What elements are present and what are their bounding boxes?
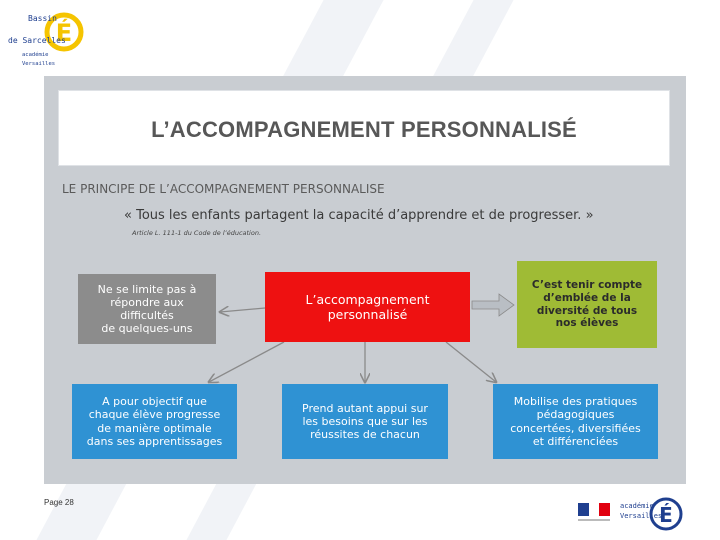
quote-text: « Tous les enfants partagent la capacité d’apprendre et de progresser. »: [124, 208, 594, 223]
french-flag-icon: [578, 503, 610, 516]
logo-line-4: Versailles: [22, 61, 56, 67]
box-bottom-center-line: réussites de chacun: [310, 428, 420, 442]
box-right-line: diversité de tous: [536, 304, 638, 317]
box-bottom-center-line: les besoins que sur les: [302, 414, 428, 428]
ministry-line: [578, 519, 610, 521]
page-number: Page 28: [44, 498, 74, 507]
header-logo: [6, 4, 84, 70]
footer-logo-letter: É: [659, 503, 673, 527]
box-bottom-center: [282, 384, 448, 459]
logo-line-2: de Sarcelles: [8, 36, 66, 45]
slide-panel: [44, 76, 686, 484]
arrow-to-bottom-right: [446, 342, 496, 382]
box-left-line: difficultés: [120, 309, 174, 322]
box-bottom-left-line: de manière optimale: [97, 421, 212, 435]
box-bottom-center-line: Prend autant appui sur: [302, 401, 428, 415]
box-right: [517, 261, 657, 348]
box-bottom-right: [493, 384, 658, 459]
box-center-line: personnalisé: [327, 307, 408, 322]
academie-e-logo-icon: [648, 494, 684, 532]
box-center: [265, 272, 470, 342]
slide-subtitle: LE PRINCIPE DE L’ACCOMPAGNEMENT PERSONNALISE: [62, 182, 385, 196]
box-bottom-left-line: chaque élève progresse: [88, 408, 221, 422]
footer-academie-line-1: académie: [620, 502, 654, 510]
logo-letter: É: [55, 19, 73, 47]
box-left-line: répondre aux: [110, 295, 184, 309]
footer-academie-line-2: Versailles: [620, 512, 663, 520]
logo-line-1: Bassin: [28, 14, 57, 23]
box-left: [78, 274, 216, 344]
box-bottom-right-line: Mobilise des pratiques: [513, 395, 638, 409]
box-center-line: L’accompagnement: [305, 292, 430, 307]
box-bottom-left-line: A pour objectif que: [102, 395, 207, 409]
arrow-to-right: [472, 294, 514, 316]
box-bottom-right-line: concertées, diversifiées: [510, 421, 641, 435]
box-left-line: Ne se limite pas à: [97, 282, 197, 296]
box-right-line: C’est tenir compte: [531, 279, 643, 292]
box-left-line: de quelques-uns: [101, 322, 193, 336]
logo-line-3: académie: [22, 52, 49, 58]
academie-e-logo-icon: [44, 6, 84, 52]
slide-title: L’ACCOMPAGNEMENT PERSONNALISÉ: [151, 117, 577, 142]
citation-text: Article L. 111-1 du Code de l’éducation.: [132, 229, 262, 237]
box-right-line: nos élèves: [555, 317, 619, 330]
box-right-line: d’emblée de la: [543, 291, 631, 304]
box-bottom-left-line: dans ses apprentissages: [86, 434, 223, 448]
arrow-to-left: [220, 308, 265, 312]
box-bottom-right-line: et différenciées: [532, 434, 619, 448]
arrow-to-bottom-left: [209, 342, 284, 382]
box-bottom-left: [72, 384, 237, 459]
footer-logo: [578, 494, 686, 534]
box-bottom-right-line: pédagogiques: [536, 408, 615, 422]
